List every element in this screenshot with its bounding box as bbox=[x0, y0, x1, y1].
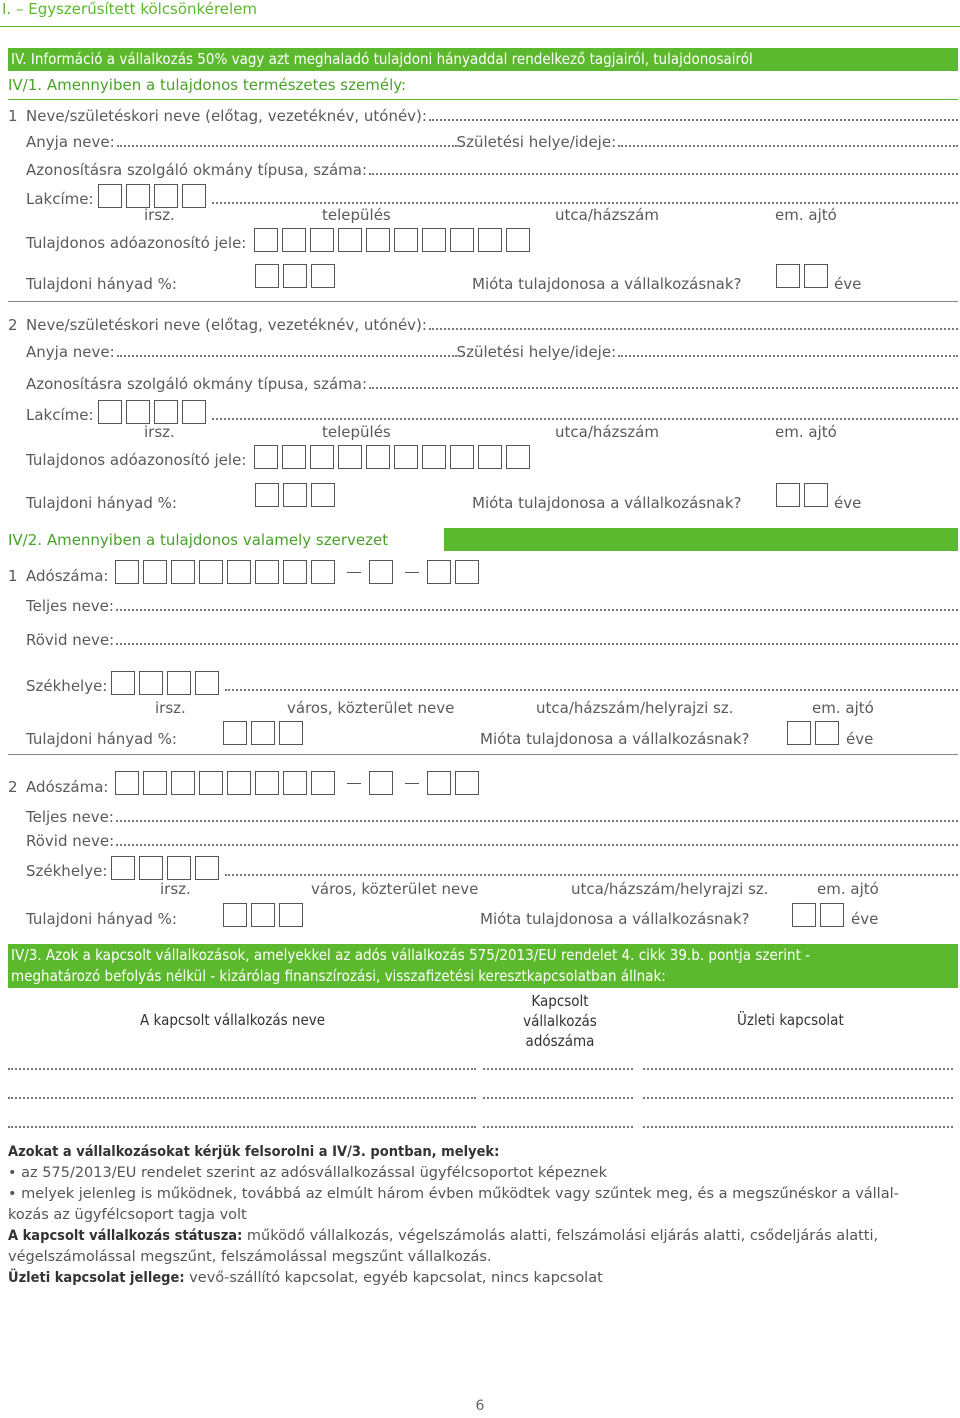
char-box[interactable] bbox=[422, 228, 446, 252]
divider bbox=[8, 301, 958, 302]
char-box[interactable] bbox=[251, 903, 275, 927]
floor-door-caption: em. ajtó bbox=[775, 206, 837, 224]
char-box[interactable] bbox=[115, 771, 139, 795]
street-caption: utca/házszám bbox=[555, 206, 659, 224]
house-number-caption: utca/házszám/helyrajzi sz. bbox=[571, 880, 769, 898]
char-box[interactable] bbox=[98, 184, 122, 208]
status-text-continued: végelszámolással megszűnt, felszámolással megszűnt vállalkozás. bbox=[8, 1249, 492, 1265]
zip-caption: irsz. bbox=[160, 880, 191, 898]
header-rule bbox=[0, 26, 960, 27]
zip-caption: irsz. bbox=[155, 699, 186, 717]
id-doc-label: Azonosításra szolgáló okmány típusa, száma: bbox=[26, 161, 368, 179]
person-mother-row bbox=[8, 341, 958, 361]
full-name-label: Teljes neve: bbox=[26, 808, 114, 826]
seat-zip-boxes[interactable] bbox=[111, 671, 223, 695]
share-boxes[interactable] bbox=[255, 483, 339, 507]
share-label: Tulajdoni hányad %: bbox=[26, 730, 177, 748]
mother-name-label: Anyja neve: bbox=[26, 343, 115, 361]
seat-label: Székhelye: bbox=[26, 677, 108, 695]
org-number: 2 bbox=[8, 778, 18, 796]
notes-bullet-1: • az 575/2013/EU rendelet szerint az adósvállalkozással ügyfélcsoportot képeznek bbox=[8, 1165, 607, 1181]
years-label: éve bbox=[834, 275, 862, 293]
char-box[interactable] bbox=[815, 721, 839, 745]
table-cell-name-2[interactable] bbox=[8, 1097, 476, 1099]
char-box[interactable] bbox=[369, 771, 393, 795]
section-iv2-label: IV/2. Amennyiben a tulajdonos valamely szervezet bbox=[8, 531, 394, 549]
person-mother-row bbox=[8, 131, 958, 151]
char-box[interactable] bbox=[251, 721, 275, 745]
char-box[interactable] bbox=[154, 184, 178, 208]
person-name-label: Neve/születéskori neve (előtag, vezetéknév, utónév): bbox=[26, 107, 427, 125]
years-boxes[interactable] bbox=[776, 483, 832, 507]
char-box[interactable] bbox=[311, 771, 335, 795]
person-address-row bbox=[8, 188, 958, 208]
char-box[interactable] bbox=[422, 445, 446, 469]
char-box[interactable] bbox=[450, 445, 474, 469]
char-box[interactable] bbox=[255, 771, 279, 795]
char-box[interactable] bbox=[111, 856, 135, 880]
separator-dash bbox=[347, 572, 361, 573]
char-box[interactable] bbox=[804, 264, 828, 288]
notes-block bbox=[8, 1142, 948, 1289]
char-box[interactable] bbox=[776, 264, 800, 288]
table-cell-relation-3[interactable] bbox=[643, 1126, 953, 1128]
org-tax-label bbox=[8, 778, 108, 796]
years-boxes[interactable] bbox=[792, 903, 848, 927]
id-doc-label: Azonosításra szolgáló okmány típusa, száma: bbox=[26, 375, 368, 393]
char-box[interactable] bbox=[338, 445, 362, 469]
column-header-tax-line3: adószáma bbox=[525, 1032, 595, 1050]
person-number: 2 bbox=[8, 316, 18, 334]
char-box[interactable] bbox=[227, 771, 251, 795]
char-box[interactable] bbox=[394, 228, 418, 252]
person-number: 1 bbox=[8, 107, 18, 125]
years-label: éve bbox=[846, 730, 874, 748]
short-name-field[interactable] bbox=[116, 844, 958, 846]
char-box[interactable] bbox=[199, 771, 223, 795]
status-label: A kapcsolt vállalkozás státusza: bbox=[8, 1228, 243, 1244]
org-number: 1 bbox=[8, 567, 18, 585]
char-box[interactable] bbox=[111, 671, 135, 695]
section-iv2-bar bbox=[444, 528, 958, 551]
person-name-row bbox=[8, 105, 958, 125]
org-short-name-row bbox=[8, 629, 958, 649]
since-label: Mióta tulajdonosa a vállalkozásnak? bbox=[472, 275, 742, 293]
char-box[interactable] bbox=[283, 771, 307, 795]
char-box[interactable] bbox=[366, 228, 390, 252]
char-box[interactable] bbox=[338, 228, 362, 252]
org-tax-text: Adószáma: bbox=[26, 778, 109, 796]
city-street-caption: város, közterület neve bbox=[287, 699, 455, 717]
share-label: Tulajdoni hányad %: bbox=[26, 275, 177, 293]
char-box[interactable] bbox=[195, 856, 219, 880]
notes-intro: Azokat a vállalkozásokat kérjük felsorolni a IV/3. pontban, melyek: bbox=[8, 1144, 500, 1160]
years-label: éve bbox=[851, 910, 879, 928]
org-seat-row bbox=[8, 675, 958, 695]
column-header-relation: Üzleti kapcsolat bbox=[737, 1011, 844, 1029]
person-name-field[interactable] bbox=[429, 328, 958, 330]
char-box[interactable] bbox=[167, 856, 191, 880]
char-box[interactable] bbox=[283, 560, 307, 584]
share-label: Tulajdoni hányad %: bbox=[26, 910, 177, 928]
char-box[interactable] bbox=[255, 264, 279, 288]
city-caption: település bbox=[322, 423, 391, 441]
char-box[interactable] bbox=[394, 445, 418, 469]
char-box[interactable] bbox=[279, 721, 303, 745]
char-box[interactable] bbox=[311, 264, 335, 288]
city-street-caption: város, közterület neve bbox=[311, 880, 479, 898]
char-box[interactable] bbox=[195, 671, 219, 695]
since-label: Mióta tulajdonosa a vállalkozásnak? bbox=[472, 494, 742, 512]
mother-name-label: Anyja neve: bbox=[26, 133, 115, 151]
share-boxes[interactable] bbox=[223, 721, 307, 745]
char-box[interactable] bbox=[804, 483, 828, 507]
floor-door-caption: em. ajtó bbox=[775, 423, 837, 441]
char-box[interactable] bbox=[478, 445, 502, 469]
tax-id-label: Tulajdonos adóazonosító jele: bbox=[26, 234, 247, 252]
char-box[interactable] bbox=[182, 400, 206, 424]
full-name-field[interactable] bbox=[116, 609, 958, 611]
org-full-name-row bbox=[8, 595, 958, 615]
status-text: működő vállalkozás, végelszámolás alatti, felszámolási eljárás alatti, csődeljárás alatti, bbox=[242, 1228, 879, 1244]
char-box[interactable] bbox=[254, 445, 278, 469]
birth-field[interactable] bbox=[618, 355, 958, 357]
tax-id-boxes[interactable] bbox=[254, 228, 534, 252]
birth-label: Születési helye/ideje: bbox=[456, 133, 617, 151]
address-label: Lakcíme: bbox=[26, 190, 94, 208]
zip-boxes[interactable] bbox=[98, 400, 210, 424]
char-box[interactable] bbox=[366, 445, 390, 469]
id-doc-field[interactable] bbox=[369, 173, 958, 175]
person-name-label: Neve/születéskori neve (előtag, vezetéknév, utónév): bbox=[26, 316, 427, 334]
table-cell-name-1[interactable] bbox=[8, 1068, 476, 1070]
seat-zip-boxes[interactable] bbox=[111, 856, 223, 880]
address-field[interactable] bbox=[212, 202, 958, 204]
section-iv1-rule bbox=[8, 99, 958, 100]
char-box[interactable] bbox=[283, 483, 307, 507]
char-box[interactable] bbox=[167, 671, 191, 695]
birth-label: Születési helye/ideje: bbox=[456, 343, 617, 361]
char-box[interactable] bbox=[310, 445, 334, 469]
char-box[interactable] bbox=[139, 856, 163, 880]
column-header-tax-line1: Kapcsolt bbox=[531, 992, 589, 1010]
char-box[interactable] bbox=[427, 771, 451, 795]
zip-boxes[interactable] bbox=[98, 184, 210, 208]
zip-caption: irsz. bbox=[144, 206, 175, 224]
char-box[interactable] bbox=[171, 771, 195, 795]
char-box[interactable] bbox=[310, 228, 334, 252]
since-label: Mióta tulajdonosa a vállalkozásnak? bbox=[480, 730, 750, 748]
column-header-tax-line2: vállalkozás bbox=[523, 1012, 597, 1030]
share-label: Tulajdoni hányad %: bbox=[26, 494, 177, 512]
document-header: I. – Egyszerűsített kölcsönkérelem bbox=[2, 0, 258, 18]
seat-label: Székhelye: bbox=[26, 862, 108, 880]
org-tax-text: Adószáma: bbox=[26, 567, 109, 585]
char-box[interactable] bbox=[143, 771, 167, 795]
zip-caption: irsz. bbox=[144, 423, 175, 441]
char-box[interactable] bbox=[820, 903, 844, 927]
column-header-name: A kapcsolt vállalkozás neve bbox=[140, 1011, 326, 1029]
char-box[interactable] bbox=[506, 228, 530, 252]
org-tax-boxes[interactable] bbox=[115, 771, 483, 795]
tax-id-label: Tulajdonos adóazonosító jele: bbox=[26, 451, 247, 469]
page-number: 6 bbox=[475, 1398, 485, 1414]
address-field[interactable] bbox=[212, 418, 958, 420]
table-cell-relation-2[interactable] bbox=[643, 1097, 953, 1099]
separator-dash bbox=[347, 783, 361, 784]
char-box[interactable] bbox=[279, 903, 303, 927]
table-cell-tax-1[interactable] bbox=[483, 1068, 633, 1070]
char-box[interactable] bbox=[98, 400, 122, 424]
years-label: éve bbox=[834, 494, 862, 512]
char-box[interactable] bbox=[171, 560, 195, 584]
section-iv1-title: IV/1. Amennyiben a tulajdonos természetes személy: bbox=[8, 76, 407, 94]
floor-door-caption: em. ajtó bbox=[812, 699, 874, 717]
char-box[interactable] bbox=[126, 400, 150, 424]
person-id-row bbox=[8, 159, 958, 179]
org-seat-row bbox=[8, 860, 958, 880]
char-box[interactable] bbox=[255, 560, 279, 584]
separator-dash bbox=[405, 572, 419, 573]
section-iv3-line2: meghatározó befolyás nélkül - kizárólag finanszírozási, visszafizetési keresztkapcsolatban állnak: bbox=[11, 967, 666, 985]
notes-bullet-2: • melyek jelenleg is működnek, továbbá az elmúlt három évben működtek vagy szűntek meg, és a megszűnéskor a vállal- bbox=[8, 1186, 899, 1202]
person-id-row bbox=[8, 373, 958, 393]
tax-id-boxes[interactable] bbox=[254, 445, 534, 469]
separator-dash bbox=[405, 783, 419, 784]
char-box[interactable] bbox=[283, 264, 307, 288]
char-box[interactable] bbox=[254, 228, 278, 252]
char-box[interactable] bbox=[139, 671, 163, 695]
full-name-label: Teljes neve: bbox=[26, 597, 114, 615]
char-box[interactable] bbox=[282, 445, 306, 469]
short-name-label: Rövid neve: bbox=[26, 832, 115, 850]
char-box[interactable] bbox=[223, 903, 247, 927]
person-name-field[interactable] bbox=[429, 119, 958, 121]
char-box[interactable] bbox=[223, 721, 247, 745]
share-boxes[interactable] bbox=[255, 264, 339, 288]
char-box[interactable] bbox=[450, 228, 474, 252]
section-iv-bar: IV. Információ a vállalkozás 50% vagy azt meghaladó tulajdoni hányaddal rendelkező tagjairól, tulajdonosairól bbox=[8, 48, 958, 71]
table-cell-name-3[interactable] bbox=[8, 1126, 476, 1128]
char-box[interactable] bbox=[369, 560, 393, 584]
table-cell-tax-2[interactable] bbox=[483, 1097, 633, 1099]
column-header-tax bbox=[500, 991, 620, 1051]
char-box[interactable] bbox=[255, 483, 279, 507]
seat-field[interactable] bbox=[225, 874, 958, 876]
table-cell-relation-1[interactable] bbox=[643, 1068, 953, 1070]
char-box[interactable] bbox=[427, 560, 451, 584]
section-iv3-line1: IV/3. Azok a kapcsolt vállalkozások, amelyekkel az adós vállalkozás 575/2013/EU rendelet 4. cikk 39.b. pontja szerint - bbox=[11, 946, 811, 964]
char-box[interactable] bbox=[455, 560, 479, 584]
char-box[interactable] bbox=[311, 560, 335, 584]
person-name-row bbox=[8, 314, 958, 334]
table-cell-tax-3[interactable] bbox=[483, 1126, 633, 1128]
short-name-label: Rövid neve: bbox=[26, 631, 115, 649]
char-box[interactable] bbox=[199, 560, 223, 584]
share-boxes[interactable] bbox=[223, 903, 307, 927]
city-caption: település bbox=[322, 206, 391, 224]
char-box[interactable] bbox=[154, 400, 178, 424]
floor-door-caption: em. ajtó bbox=[817, 880, 879, 898]
char-box[interactable] bbox=[506, 445, 530, 469]
char-box[interactable] bbox=[311, 483, 335, 507]
person-address-row bbox=[8, 404, 958, 424]
divider bbox=[8, 754, 958, 755]
char-box[interactable] bbox=[455, 771, 479, 795]
char-box[interactable] bbox=[792, 903, 816, 927]
char-box[interactable] bbox=[227, 560, 251, 584]
years-boxes[interactable] bbox=[776, 264, 832, 288]
since-label: Mióta tulajdonosa a vállalkozásnak? bbox=[480, 910, 750, 928]
section-iv3-bar bbox=[8, 944, 958, 988]
char-box[interactable] bbox=[115, 560, 139, 584]
seat-field[interactable] bbox=[225, 689, 958, 691]
years-boxes[interactable] bbox=[787, 721, 843, 745]
char-box[interactable] bbox=[776, 483, 800, 507]
org-short-name-row bbox=[8, 830, 958, 850]
char-box[interactable] bbox=[126, 184, 150, 208]
char-box[interactable] bbox=[143, 560, 167, 584]
id-doc-field[interactable] bbox=[369, 387, 958, 389]
mother-name-field[interactable] bbox=[117, 355, 457, 357]
short-name-field[interactable] bbox=[116, 643, 958, 645]
char-box[interactable] bbox=[478, 228, 502, 252]
notes-bullet-2-continued: kozás az ügyfélcsoport tagja volt bbox=[8, 1207, 247, 1223]
address-label: Lakcíme: bbox=[26, 406, 94, 424]
full-name-field[interactable] bbox=[116, 820, 958, 822]
char-box[interactable] bbox=[282, 228, 306, 252]
org-full-name-row bbox=[8, 806, 958, 826]
mother-name-field[interactable] bbox=[117, 145, 457, 147]
relation-type-label: Üzleti kapcsolat jellege: bbox=[8, 1270, 185, 1286]
org-tax-boxes[interactable] bbox=[115, 560, 483, 584]
char-box[interactable] bbox=[787, 721, 811, 745]
house-number-caption: utca/házszám/helyrajzi sz. bbox=[536, 699, 734, 717]
org-tax-label bbox=[8, 567, 108, 585]
char-box[interactable] bbox=[182, 184, 206, 208]
birth-field[interactable] bbox=[618, 145, 958, 147]
relation-type-text: vevő-szállító kapcsolat, egyéb kapcsolat, nincs kapcsolat bbox=[184, 1270, 603, 1286]
street-caption: utca/házszám bbox=[555, 423, 659, 441]
